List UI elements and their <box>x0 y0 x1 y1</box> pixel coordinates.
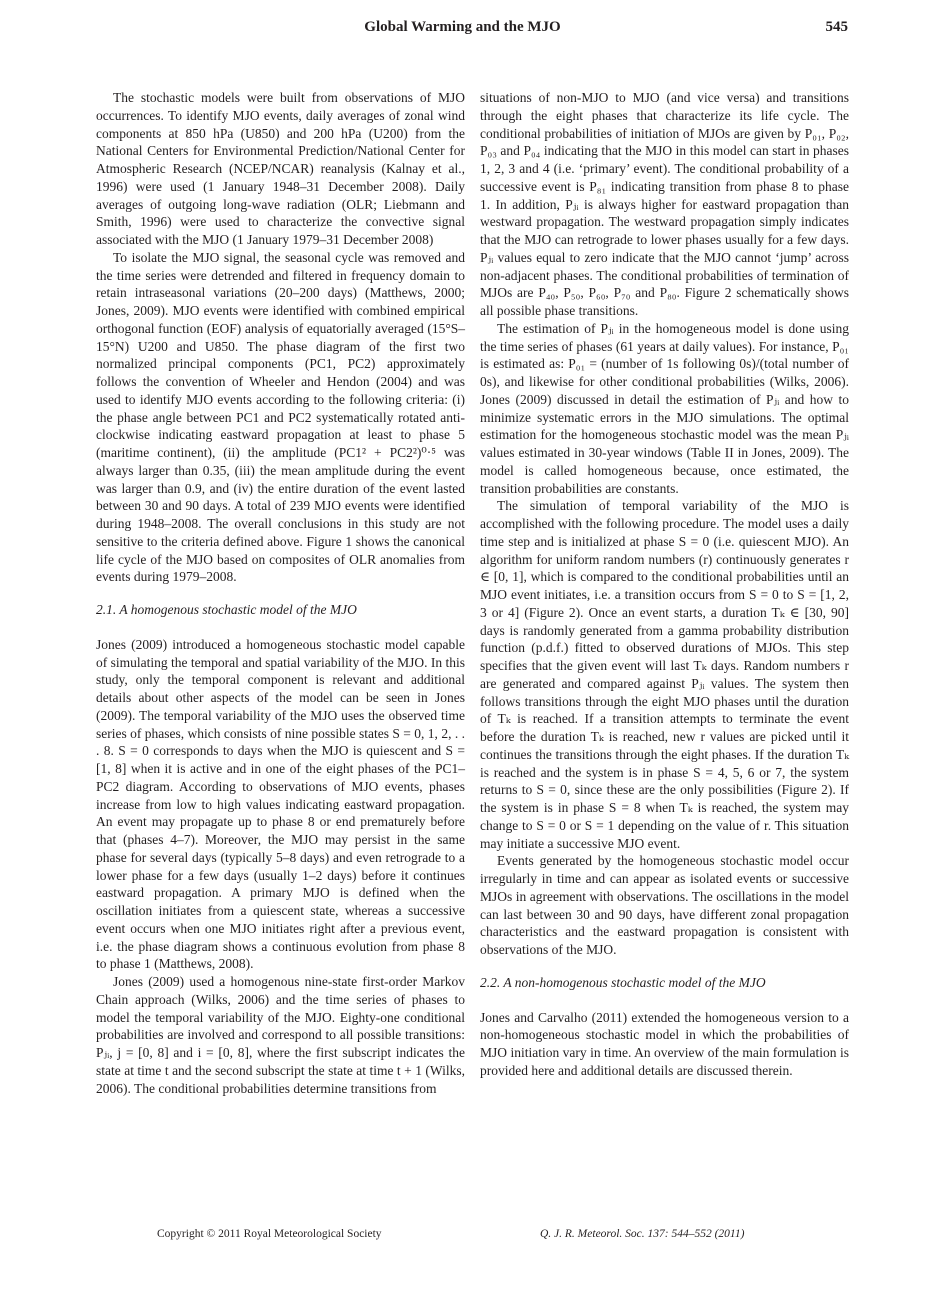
paragraph: Events generated by the homogeneous stochastic model occur irregularly in time and can appear as isolated events or successive MJOs in agreement with observations. The oscillations in the model can last between 30 and 90 days, have different zonal propagation characteristics and the eastward propagation is consistent with observations of the MJO. <box>480 853 849 957</box>
running-title: Global Warming and the MJO <box>364 19 561 35</box>
paragraph: situations of non-MJO to MJO (and vice versa) and transitions through the eight phases that characterize its life cycle. The conditional probabilities of initiation of MJOs are given by P₀₁, P₀₂, P₀₃ and P₀₄ indicating that the MJO in this model can start in phases 1, 2, 3 and 4 (i.e. ‘primary’ event). The conditional probability of a successive event is P₈₁ indicating transition from phase 8 to phase 1. In addition, Pⱼᵢ is always higher for eastward propagation than westward propagation. The westward propagation simply indicates that the MJO can retrograde to lower phases usually for a few days. Pⱼᵢ values equal to zero indicate that the MJO cannot ‘jump’ across non-adjacent phases. The conditional probabilities of termination of MJOs are P₄₀, P₅₀, P₆₀, P₇₀ and P₈₀. Figure 2 schematically shows all possible phase transitions. <box>480 90 849 318</box>
paragraph: The simulation of temporal variability of the MJO is accomplished with the following procedure. The model uses a daily time step and is initialized at phase S = 0 (i.e. quiescent MJO). An algorithm for uniform random numbers (r) continuously generates r ∈ [0, 1], which is compared to the conditional probabilities until an MJO event initiates, i.e. a transition occurs from S = 0 to S = [1, 2, 3 or 4] (Figure 2). Once an event starts, a duration Tₖ ∈ [30, 90] days is randomly generated from a gamma probability distribution function (p.d.f.) fitted to observed durations of MJOs. This step specifies that the given event will last Tₖ days. Random numbers r are generated and compared against Pⱼᵢ values. The system then follows transitions through the eight MJO phases until the duration of Tₖ is reached. If a transition attempts to terminate the event before the duration Tₖ is reached, new r values are picked until it continues the transitions through the eight phases. If the duration Tₖ is reached and the system is in phase S = 4, 5, 6 or 7, the system returns to S = 0, since these are the only possibilities (Figure 2). If the system is in phase S = 8 when Tₖ is reached, the system may change to S = 0 or S = 1 depending on the value of r. This situation may initiate a successive MJO event. <box>480 498 849 851</box>
paragraph: Jones and Carvalho (2011) extended the homogeneous version to a non-homogeneous stochastic model in which the probabilities of MJO initiation vary in time. An overview of the main formulation is provided here and additional details are discussed therein. <box>480 1009 849 1078</box>
paragraph: The stochastic models were built from observations of MJO occurrences. To identify MJO events, daily averages of zonal wind components at 850 hPa (U850) and 200 hPa (U200) from the National Centers for Environmental Prediction/National Center for Atmospheric Research (NCEP/NCAR) reanalysis (Kalnay et al., 1996) were used (1 January 1948–31 December 2008). Daily averages of outgoing long-wave radiation (OLR; Liebmann and Smith, 1996) were used to characterize the convective signal associated with the MJO (1 January 1979–31 December 2008) <box>96 90 465 247</box>
left-column <box>96 89 465 1097</box>
section-heading: 2.1. A homogenous stochastic model of the MJO <box>96 602 357 617</box>
page-number: 545 <box>825 19 848 35</box>
right-column <box>480 89 849 1080</box>
paragraph: The estimation of Pⱼᵢ in the homogeneous model is done using the time series of phases (61 years at daily values). For instance, P₀₁ is estimated as: P₀₁ = (number of 1s following 0s)/(total number of 0s), and likewise for other conditional probabilities (Wilks, 2006). Jones (2009) discussed in detail the estimation of Pⱼᵢ and how to minimize systematic errors in the MJO simulations. The optimal estimation for the homogeneous stochastic model was the mean Pⱼᵢ values estimated in 30-year windows (Table II in Jones, 2009). The model is called homogeneous because, once estimated, the transition probabilities are constants. <box>480 320 849 496</box>
paragraph: Jones (2009) used a homogenous nine-state first-order Markov Chain approach (Wilks, 2006) and the time series of phases to model the temporal variability of the MJO. Eighty-one conditional probabilities are involved and correspond to all possible transitions: Pⱼᵢ, j = [0, 8] and i = [0, 8], where the first subscript indicates the state at time t and the second subscript the state at time t + 1 (Wilks, 2006). The conditional probabilities determine transitions from <box>96 974 465 1096</box>
paragraph: Jones (2009) introduced a homogeneous stochastic model capable of simulating the temporal and spatial variability of the MJO. In this study, only the temporal component is relevant and additional details about other aspects of the model can be seen in Jones (2009). The temporal variability of the MJO uses the observed time series of phases, which consists of nine possible states S = 0, 1, 2, . . . 8. S = 0 corresponds to days when the MJO is quiescent and S = [1, 8] when it is active and in one of the eight phases of the PC1–PC2 diagram. According to observations of MJO events, phases increase from low to high values indicating eastward propagation. An event may propagate up to phase 8 or end prematurely before that (phases 4–7). Moreover, the MJO may persist in the same phase for several days (typically 5–8 days) and even retrograde to a lower phase for a few days (usually 1–2 days) before it continues eastward propagation. A primary MJO is defined when the oscillation initiates from a quiescent state, whereas a successive event occurs when one MJO initiates right after a previous event, i.e. the phase diagram shows a continuous evolution from phase 8 to phase 1 (Matthews, 2008). <box>96 636 465 972</box>
paragraph: To isolate the MJO signal, the seasonal cycle was removed and the time series were detrended and filtered in frequency domain to retain intraseasonal variations (20–200 days) (Matthews, 2000; Jones, 2009). MJO events were identified with combined empirical orthogonal function (EOF) analysis of equatorially averaged (15°S–15°N) U200 and U850. The phase diagram of the first two normalized principal components (PC1, PC2) approximately follows the convention of Wheeler and Hendon (2004) and was used to identify MJO events according to the following criteria: (i) the phase angle between PC1 and PC2 systematically rotated anti-clockwise indicating eastward propagation at least to phase 5 (maritime continent), (ii) the amplitude (PC1² + PC2²)⁰·⁵ was always larger than 0.35, (iii) the mean amplitude during the event was larger than 0.9, and (iv) the entire duration of the event lasted between 30 and 90 days. A total of 239 MJO events were identified during 1948–2008. The overall conclusions in this study are not sensitive to the criteria defined above. Figure 1 shows the canonical life cycle of the MJO based on composites of OLR anomalies from events during 1979–2008. <box>96 249 465 585</box>
section-heading: 2.2. A non-homogenous stochastic model of the MJO <box>480 974 766 990</box>
copyright-notice: Copyright © 2011 Royal Meteorological Society <box>157 1228 382 1240</box>
journal-citation: Q. J. R. Meteorol. Soc. 137: 544–552 (2011) <box>540 1228 745 1240</box>
